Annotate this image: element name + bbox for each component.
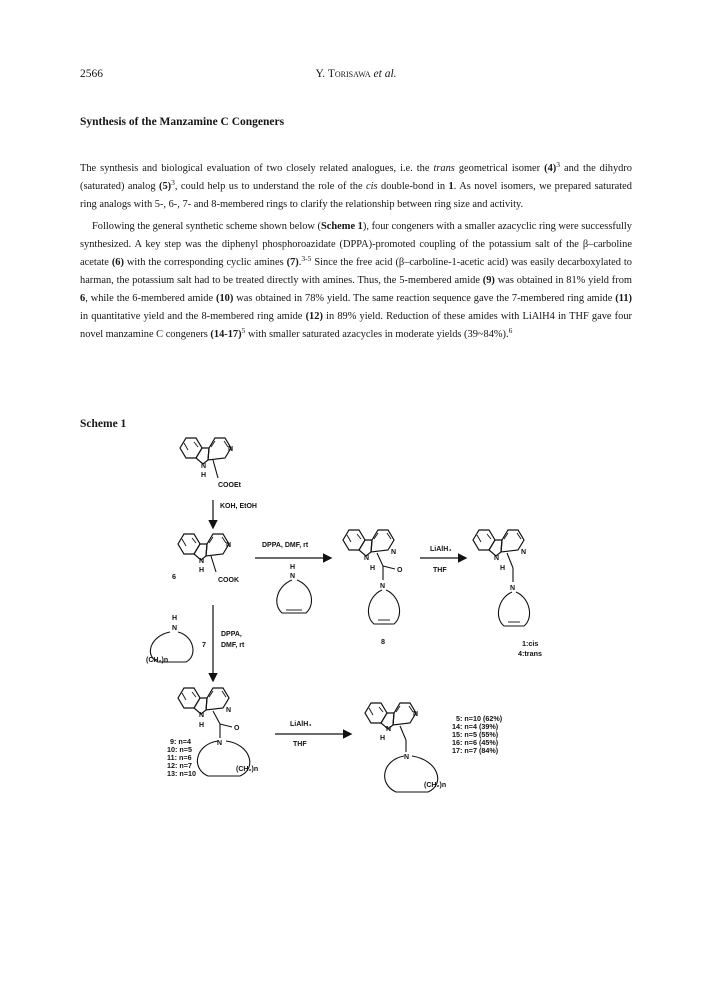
bond <box>213 460 218 478</box>
p1-trans: trans <box>433 163 455 174</box>
ch2n-label: (CH₂)n <box>424 782 447 789</box>
atom-h: H <box>199 722 205 729</box>
amine-list-4: 17: n=7 (84%) <box>452 746 499 755</box>
atom-n: N <box>172 625 178 632</box>
atom-n: N <box>217 740 223 747</box>
cyclic-amine-unsat <box>277 564 312 613</box>
amide-list-0: 9: n=4 <box>170 737 191 746</box>
compound-label-cis: 1:cis <box>522 639 539 648</box>
atom-h: H <box>380 735 386 742</box>
atom-n: N <box>226 542 232 549</box>
amide-list-3: 12: n=7 <box>167 761 192 770</box>
author-name: Y. Torisawa <box>315 68 371 80</box>
bond <box>377 553 383 566</box>
compound-start <box>180 438 242 489</box>
p2-c12: (12) <box>305 311 323 322</box>
p2-d: . <box>298 257 302 268</box>
p2-c10: (10) <box>216 293 234 304</box>
amine-7 <box>146 615 206 664</box>
atom-n: N <box>510 585 516 592</box>
p2-sup3: 6 <box>508 326 513 335</box>
bond <box>400 726 406 740</box>
p2-k: with smaller saturated azacycles in moderate yields (39~84%). <box>245 329 509 340</box>
amine-list-1: 14: n=4 (39%) <box>452 722 499 731</box>
p2-c6: (6) <box>111 257 124 268</box>
p2-c9: (9) <box>482 275 495 286</box>
reagent-dppa-rt: DPPA, DMF, rt <box>262 542 309 549</box>
p2-e: Since the free acid (β–carboline-1-acetic acid) was easily decarboxylated to harman, the potassium salt had to be treated directly with amines. Thus, the 5-membered amide <box>80 257 632 286</box>
reagent-koh: KOH, EtOH <box>220 503 257 510</box>
p1-a: The synthesis and biological evaluation of two closely related analogues, i.e. the <box>80 163 434 174</box>
amide-list-1: 10: n=5 <box>167 745 192 754</box>
bond <box>213 711 220 724</box>
cook-label: COOK <box>218 577 239 584</box>
p1-c5: (5) <box>159 181 172 192</box>
atom-h: H <box>370 565 376 572</box>
atom-n: N <box>199 712 205 719</box>
p2-b: ), four congeners with a smaller azacyclic ring were successfully synthesized. A key step was the diphenyl phosphoroazidate (DPPA)-promoted coupling of the potassium salt of the β–carboline acetate <box>80 221 633 268</box>
atom-n: N <box>404 754 410 761</box>
compound-label-7: 7 <box>202 640 206 649</box>
p2-i: in quantitative yield and the 8-membered ring amide <box>80 311 306 322</box>
compound-label-8: 8 <box>381 637 385 646</box>
p1-cis: cis <box>366 181 378 192</box>
atom-h: H <box>172 615 178 622</box>
p2-h: was obtained in 78% yield. The same reaction sequence gave the 7-membered ring amide <box>233 293 616 304</box>
atom-n: N <box>199 558 205 565</box>
compound-1-4 <box>473 530 542 658</box>
compound-8 <box>343 530 403 646</box>
amines-5-14-17 <box>365 703 503 792</box>
section-title: Synthesis of the Manzamine C Congeners <box>80 116 285 128</box>
reagent-thf-a: THF <box>433 567 447 574</box>
p1-c1: 1 <box>448 181 454 192</box>
reagent-lialh4-a: LiAlH₄ <box>430 546 452 553</box>
ch2n-label: (CH₂)n <box>146 657 169 664</box>
reagent-dppa-2: DMF, rt <box>221 642 245 649</box>
compound-6 <box>172 534 239 584</box>
page-number: 2566 <box>80 68 103 80</box>
atom-n: N <box>386 726 392 733</box>
atom-n: N <box>228 446 234 453</box>
p2-sup1: 3-5 <box>301 254 312 263</box>
et-al: et al. <box>373 68 397 80</box>
compound-label-6: 6 <box>172 572 176 581</box>
bond <box>507 553 513 568</box>
p1-sup2: 3 <box>171 178 175 187</box>
amine-list-2: 15: n=5 (55%) <box>452 730 499 739</box>
amine-list-3: 16: n=6 (45%) <box>452 738 499 747</box>
p1-e: , could help us to understand the role of the <box>174 181 367 192</box>
atom-n: N <box>380 583 386 590</box>
bond <box>220 724 232 727</box>
scheme-label: Scheme 1 <box>80 418 127 430</box>
p2-f: was obtained in 81% yield from <box>494 275 632 286</box>
p2-c6b: 6 <box>80 293 86 304</box>
p1-f: double-bond in <box>377 181 449 192</box>
p2-sup2: 5 <box>241 326 246 335</box>
cooet-label: COOEt <box>218 482 241 489</box>
p1-b: geometrical isomer <box>454 163 545 174</box>
p2-c1417: (14-17) <box>210 329 242 340</box>
atom-h: H <box>199 567 205 574</box>
p2-g: , while the 6-membered amide <box>85 293 217 304</box>
p1-c4: (4) <box>544 163 557 174</box>
p2-scheme: Scheme 1 <box>321 221 363 232</box>
p1-sup1: 3 <box>556 160 560 169</box>
p2-c: with the corresponding cyclic amines <box>123 257 287 268</box>
atom-h: H <box>201 472 207 479</box>
atom-n: N <box>201 463 207 470</box>
atom-n: N <box>521 549 527 556</box>
atom-h: H <box>290 564 296 571</box>
amide-list-4: 13: n=10 <box>167 769 196 778</box>
atom-n: N <box>494 555 500 562</box>
p2-a: Following the general synthetic scheme shown below ( <box>92 221 322 232</box>
atom-n: N <box>364 555 370 562</box>
p1-d: and the dihydro (saturated) analog <box>80 163 632 192</box>
atom-o: O <box>397 567 403 574</box>
p2-c7: (7) <box>286 257 299 268</box>
atom-n: N <box>391 549 397 556</box>
atom-n: N <box>226 707 232 714</box>
reagent-dppa-1: DPPA, <box>221 631 242 638</box>
compound-label-trans: 4:trans <box>518 649 542 658</box>
atom-o: O <box>234 725 240 732</box>
atom-n: N <box>413 711 419 718</box>
ch2n-label: (CH₂)n <box>236 766 259 773</box>
atom-n: N <box>290 573 296 580</box>
p1-g: . As novel isomers, we prepared saturated ring analogs with 5-, 6-, 7- and 8-membered rings to clarify the relationship between ring size and activity. <box>80 181 632 210</box>
bond <box>383 566 395 569</box>
reagent-thf-b: THF <box>293 741 307 748</box>
p2-j: in 89% yield. Reduction of these amides with LiAlH4 in THF gave four novel manzamine C congeners <box>80 311 632 340</box>
p2-c11: (11) <box>615 293 632 304</box>
reagent-lialh4-b: LiAlH₄ <box>290 721 312 728</box>
amine-list-0: 5: n=10 (62%) <box>456 714 503 723</box>
bond <box>211 556 216 572</box>
amides-9-13 <box>167 688 258 778</box>
atom-h: H <box>500 565 506 572</box>
amide-list-2: 11: n=6 <box>167 753 192 762</box>
